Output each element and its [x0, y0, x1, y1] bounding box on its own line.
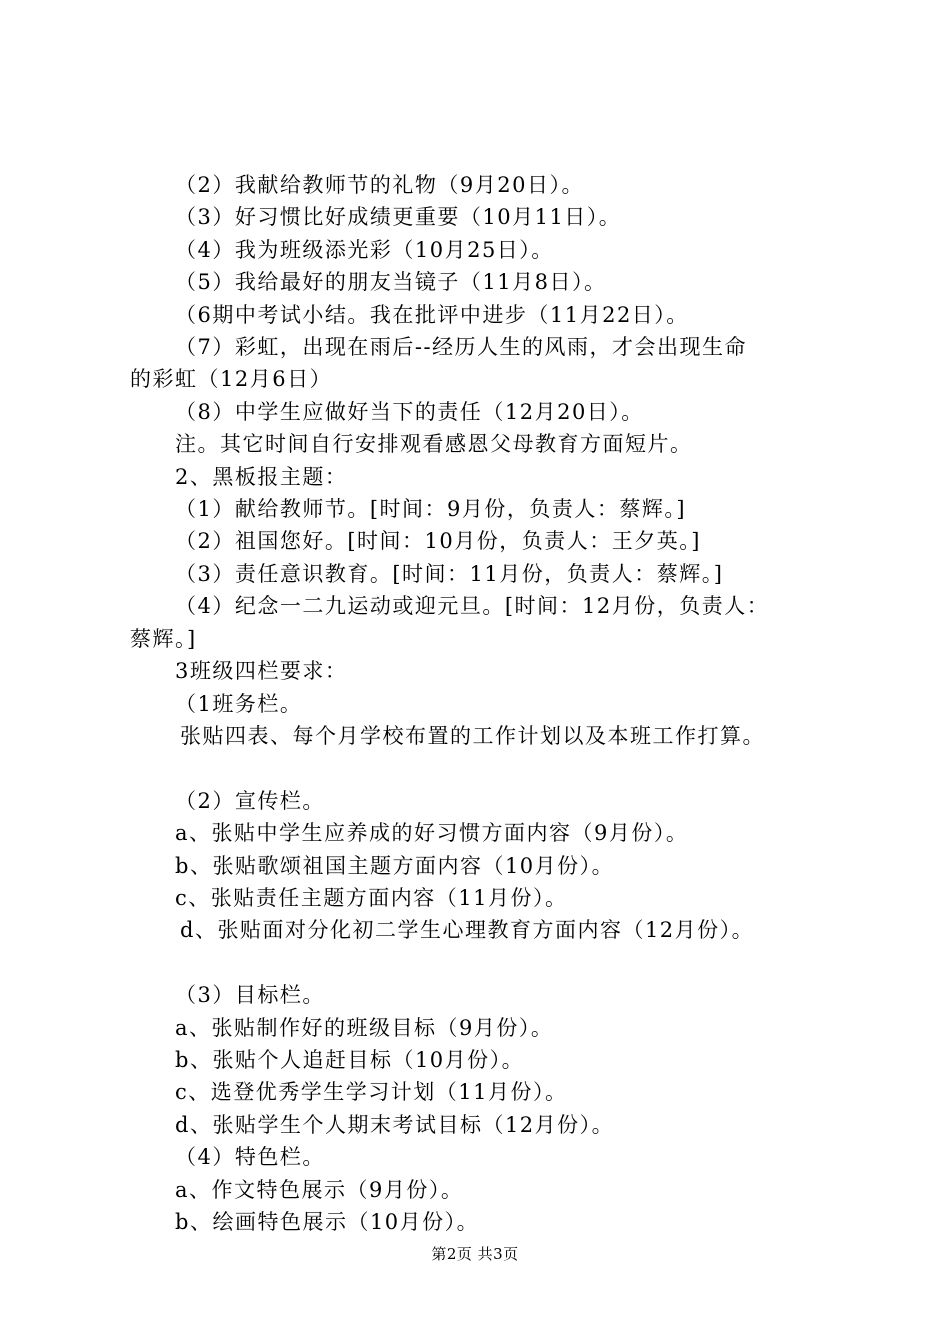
text-line: （3）好习惯比好成绩更重要（10月11日）。 [175, 205, 622, 230]
text-line: b、张贴个人追赶目标（10月份）。 [175, 1047, 525, 1072]
text-line: （3）目标栏。 [175, 983, 325, 1008]
text-line: b、张贴歌颂祖国主题方面内容（10月份）。 [175, 853, 615, 878]
blank-line [0, 752, 950, 784]
text-line: 3班级四栏要求： [175, 659, 348, 684]
text-line: a、张贴中学生应养成的好习惯方面内容（9月份）。 [175, 821, 689, 846]
text-line: （7）彩虹，出现在雨后--经历人生的风雨，才会出现生命 [175, 335, 748, 360]
text-line: （1）献给教师节。[时间：9月份，负责人：蔡辉。] [175, 497, 687, 522]
document-body [0, 169, 950, 1238]
text-line: （8）中学生应做好当下的责任（12月20日）。 [175, 399, 644, 424]
text-line: b、绘画特色展示（10月份）。 [175, 1209, 480, 1234]
text-line: d、张贴学生个人期末考试目标（12月份）。 [175, 1112, 615, 1137]
blank-line [0, 947, 950, 979]
text-line: （6期中考试小结。我在批评中进步（11月22日）。 [175, 302, 689, 327]
text-line: （1班务栏。 [175, 691, 303, 716]
text-line: （2）宣传栏。 [175, 788, 325, 813]
text-line: （4）纪念一二九运动或迎元旦。[时间：12月份，负责人： [175, 594, 770, 619]
text-line: （4）我为班级添光彩（10月25日）。 [175, 237, 554, 262]
text-line: 2、黑板报主题： [175, 464, 348, 489]
text-line: （3）责任意识教育。[时间：11月份，负责人：蔡辉。] [175, 561, 724, 586]
text-line: （2）祖国您好。[时间：10月份，负责人：王夕英。] [175, 529, 701, 554]
text-line: 张贴四表、每个月学校布置的工作计划以及本班工作打算。 [180, 723, 765, 748]
text-line: a、张贴制作好的班级目标（9月份）。 [175, 1015, 554, 1040]
text-line: （2）我献给教师节的礼物（9月20日）。 [175, 173, 584, 197]
text-line: 的彩虹（12月6日） [130, 367, 333, 392]
text-line: a、作文特色展示（9月份）。 [175, 1177, 464, 1202]
text-line: （4）特色栏。 [175, 1145, 325, 1170]
page-footer: 第2页 共3页 [431, 1245, 519, 1263]
text-line: 蔡辉。] [130, 626, 197, 651]
text-line: d、张贴面对分化初二学生心理教育方面内容（12月份）。 [180, 918, 755, 943]
text-line: c、张贴责任主题方面内容（11月份）。 [175, 885, 568, 910]
text-line: c、选登优秀学生学习计划（11月份）。 [175, 1080, 568, 1105]
text-line: 注。其它时间自行安排观看感恩父母教育方面短片。 [175, 432, 693, 457]
text-line: （5）我给最好的朋友当镜子（11月8日）。 [175, 270, 607, 295]
